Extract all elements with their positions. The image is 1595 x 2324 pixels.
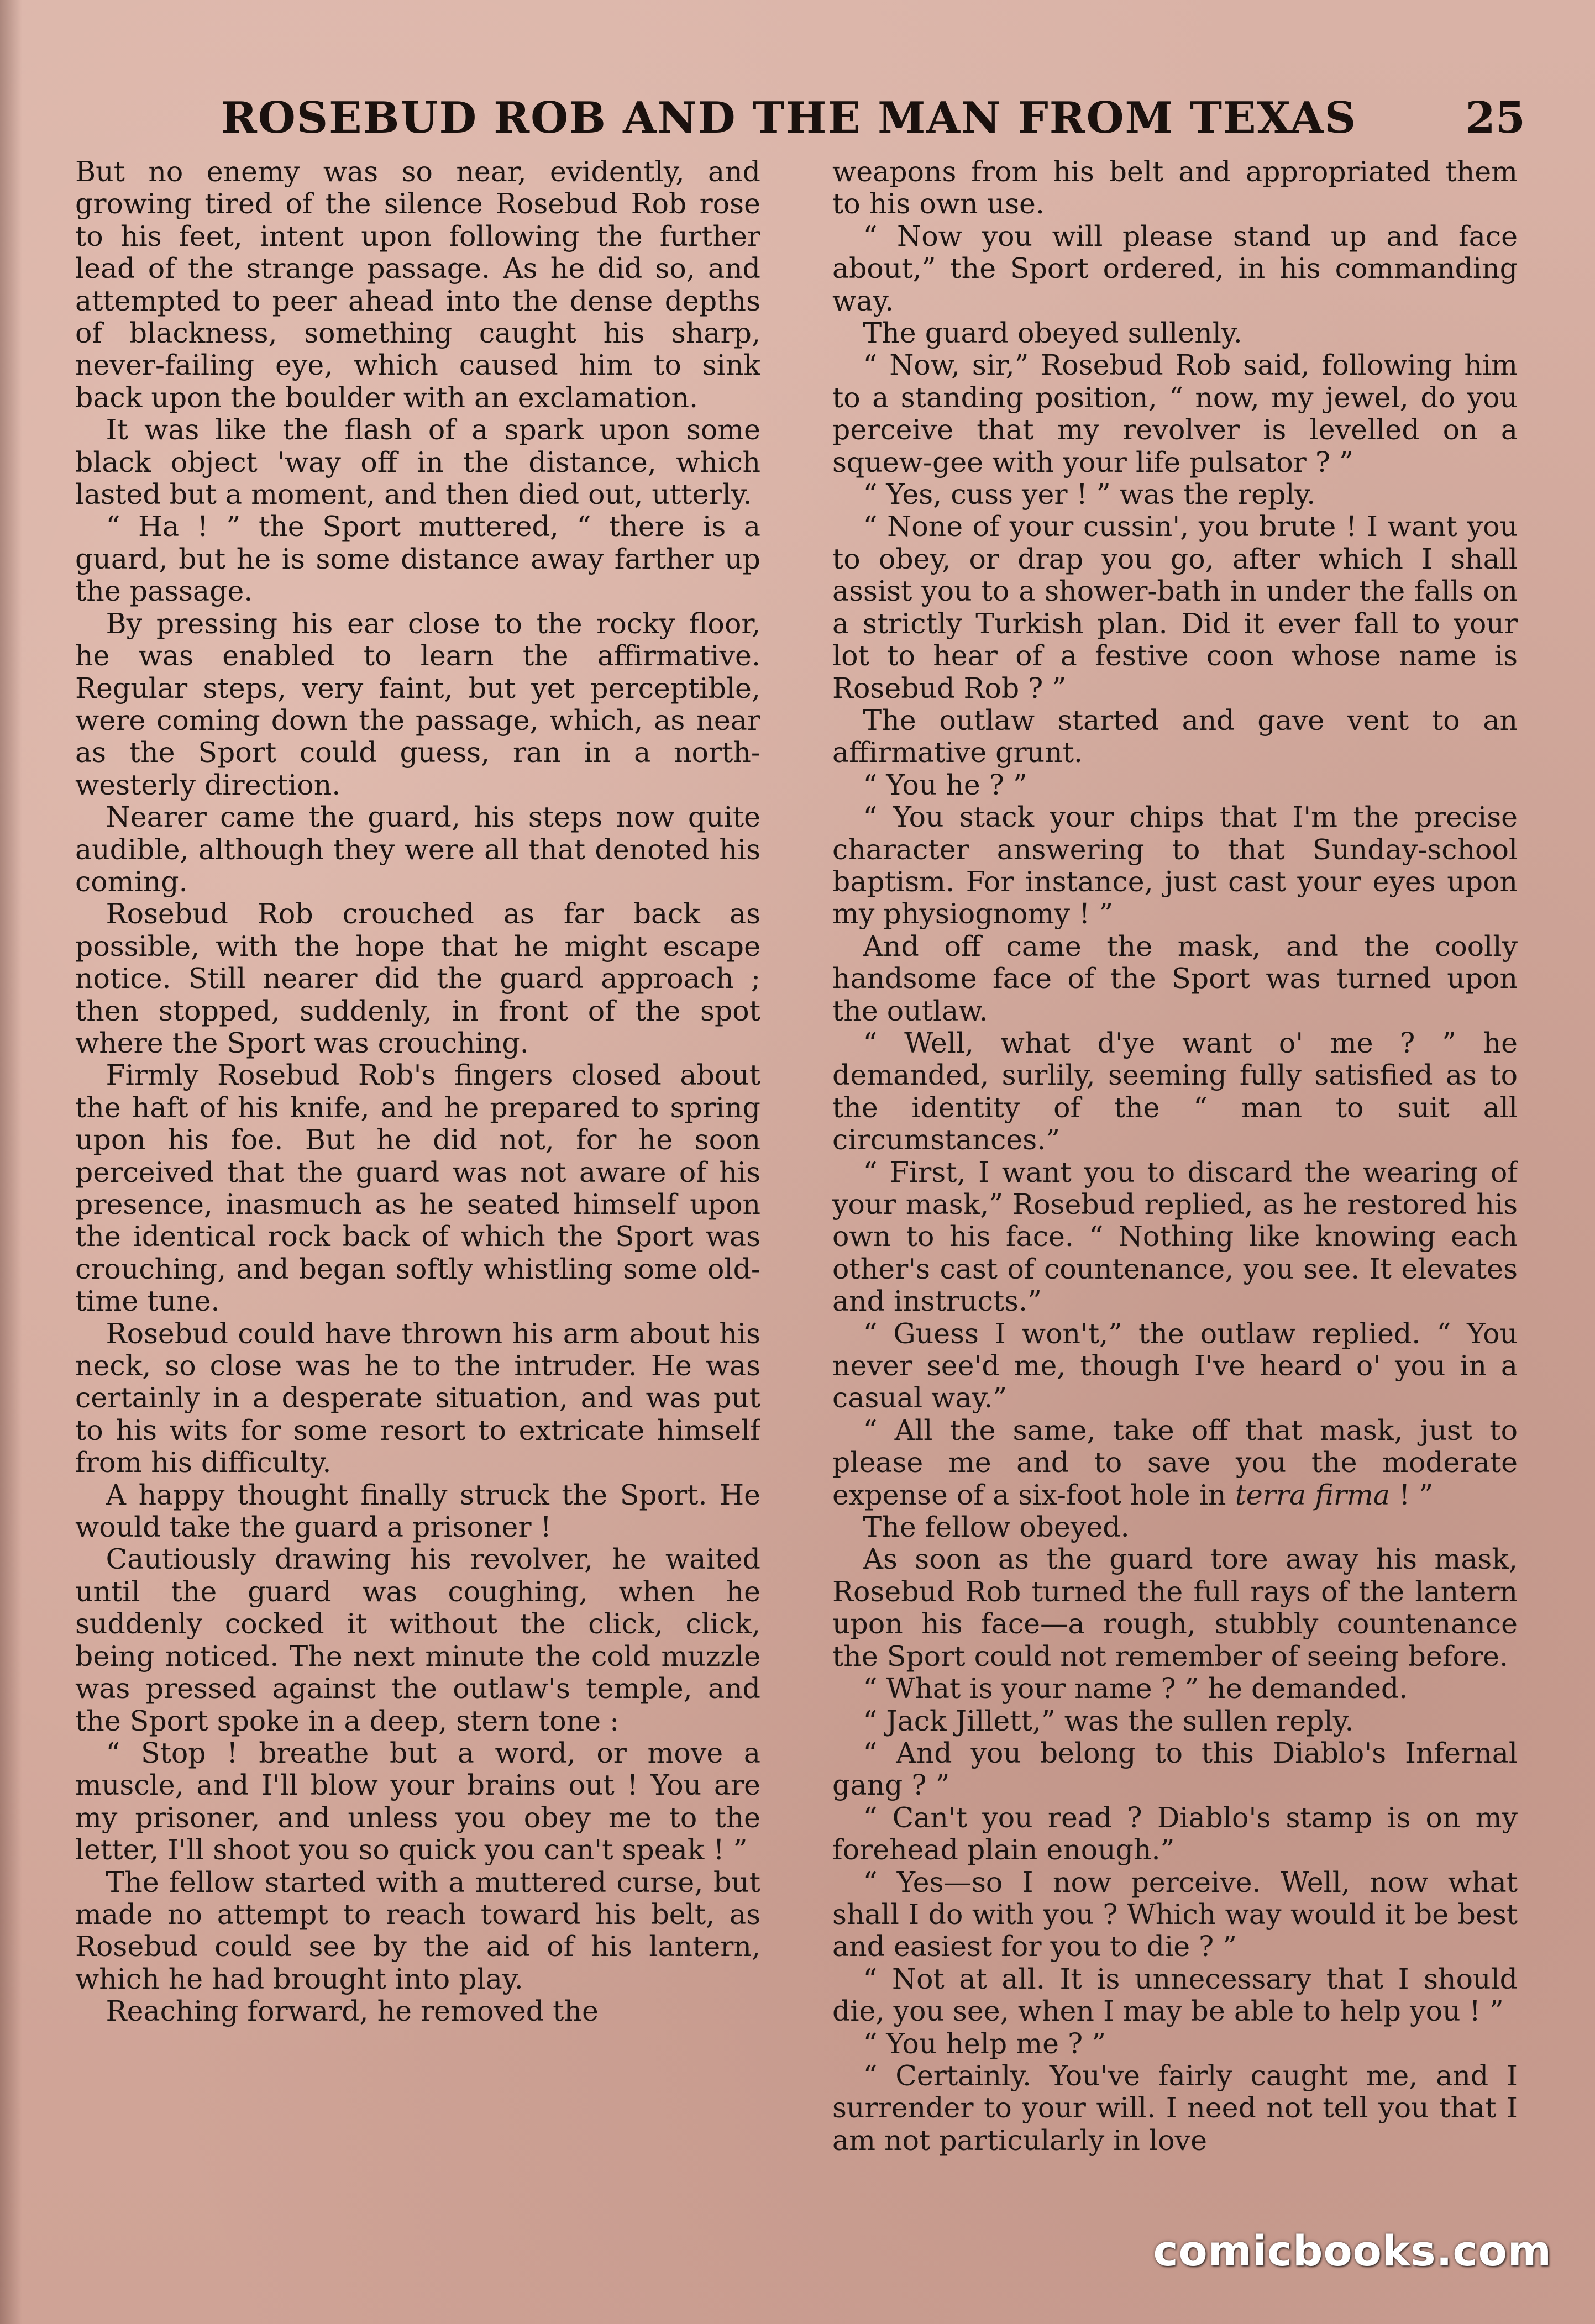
paragraph: “ First, I want you to discard the wearing of your mask,” Rosebud replied, as he restored his own to his face. “ Nothing like knowing each other's cast of countenance, you see. It elevates and instructs.” (832, 1155, 1518, 1318)
paragraph: A happy thought finally struck the Sport. He would take the guard a prisoner ! (75, 1478, 760, 1544)
paragraph: weapons from his belt and appropriated them to his own use. (832, 156, 1518, 220)
paragraph: “ None of your cussin', you brute ! I want you to obey, or drap you go, after which I shall assist you to a shower-bath in under the falls on a strictly Turkish plan. Did it ever fall to your lot to hear of a festive coon whose name is Rosebud Rob ? ” (832, 510, 1518, 704)
italic-phrase: terra firma (1235, 1478, 1391, 1511)
paragraph: “ What is your name ? ” he demanded. (863, 1672, 1408, 1705)
paragraph: “ Can't you read ? Diablo's stamp is on my forehead plain enough.” (832, 1801, 1518, 1866)
paragraph: Firmly Rosebud Rob's fingers closed about the haft of his knife, and he prepared to spring upon his foe. But he did not, for he soon perceived that the guard was not aware of his presence, inasmuch as he seated himself upon the identical rock back of which the Sport was crouching, and began softly whistling some old-time tune. (75, 1059, 760, 1318)
paragraph: The fellow obeyed. (863, 1511, 1130, 1544)
paragraph: “ Stop ! breathe but a word, or move a muscle, and I'll blow your brains out ! You are my prisoner, and unless you obey me to the letter, I'll shoot you so quick you can't speak ! ” (75, 1736, 760, 1866)
text-columns (75, 156, 1518, 2261)
paragraph: “ Now, sir,” Rosebud Rob said, following him to a standing position, “ now, my jewel, do you perceive that my revolver is levelled on a squew-gee with your life pulsator ? ” (832, 349, 1518, 479)
paragraph: “ You help me ? ” (863, 2027, 1106, 2060)
right-column (832, 156, 1518, 2261)
page-header (77, 93, 1525, 154)
paragraph: Nearer came the guard, his steps now quite audible, although they were all that denoted his coming. (75, 801, 760, 898)
site-watermark: comicbooks.com (1153, 2226, 1552, 2275)
running-title: ROSEBUD ROB AND THE MAN FROM TEXAS (221, 93, 1357, 143)
paragraph (832, 1415, 1518, 1511)
paragraph: The outlaw started and gave vent to an affirmative grunt. (832, 703, 1518, 769)
paragraph: The fellow started with a muttered curse, but made no attempt to reach toward his belt, as Rosebud could see by the aid of his lantern, which he had brought into play. (75, 1865, 760, 1995)
paragraph: “ Guess I won't,” the outlaw replied. “ You never see'd me, though I've heard o' you in a casual way.” (832, 1317, 1518, 1415)
page-number: 25 (1465, 93, 1525, 143)
paragraph: And off came the mask, and the coolly handsome face of the Sport was turned upon the outlaw. (832, 929, 1518, 1027)
paragraph: Rosebud could have thrown his arm about his neck, so close was he to the intruder. He was certainly in a desperate situation, and was put to his wits for some resort to extricate himself from his difficulty. (75, 1317, 760, 1479)
paragraph: Cautiously drawing his revolver, he waited until the guard was coughing, when he suddenly cocked it without the click, click, being noticed. The next minute the cold muzzle was pressed against the outlaw's temple, and the Sport spoke in a deep, stern tone : (75, 1543, 760, 1737)
text-span: ! ” (1390, 1478, 1434, 1511)
paragraph: Rosebud Rob crouched as far back as possible, with the hope that he might escape notice. Still nearer did the guard approach ; then stopped, suddenly, in front of the spot where the Sport was crouching. (75, 897, 760, 1059)
paragraph: Reaching forward, he removed the (106, 1995, 599, 2028)
paragraph: It was like the flash of a spark upon some black object 'way off in the distance, which lasted but a moment, and then died out, utterly. (75, 413, 760, 511)
paragraph: “ Not at all. It is unnecessary that I should die, you see, when I may be able to help you ! ” (832, 1962, 1518, 2028)
paragraph: As soon as the guard tore away his mask, Rosebud Rob turned the full rays of the lantern upon his face—a rough, stubbly countenance the Sport could not remember of seeing before. (832, 1543, 1518, 1673)
paragraph: The guard obeyed sullenly. (863, 317, 1242, 350)
paragraph: “ Jack Jillett,” was the sullen reply. (863, 1704, 1354, 1737)
paragraph: “ Yes—so I now perceive. Well, now what shall I do with you ? Which way would it be best and easiest for you to die ? ” (832, 1865, 1518, 1963)
paragraph: But no enemy was so near, evidently, and growing tired of the silence Rosebud Rob rose to his feet, intent upon following the further lead of the strange passage. As he did so, and attempted to peer ahead into the dense depths of blackness, something caught his sharp, never-failing eye, which caused him to sink back upon the boulder with an exclamation. (75, 156, 760, 414)
left-column (75, 156, 760, 2261)
paragraph: “ Certainly. You've fairly caught me, and I surrender to your will. I need not tell you that I am not particularly in love (832, 2059, 1518, 2157)
paragraph: “ Well, what d'ye want o' me ? ” he demanded, surlily, seeming fully satisfied as to the identity of the “ man to suit all circumstances.” (832, 1026, 1518, 1156)
page-binding-shadow (0, 0, 22, 2324)
paragraph: “ You stack your chips that I'm the precise character answering to that Sunday-school baptism. For instance, just cast your eyes upon my physiognomy ! ” (832, 801, 1518, 930)
paragraph: “ Yes, cuss yer ! ” was the reply. (863, 478, 1316, 511)
paragraph: “ You he ? ” (863, 768, 1027, 801)
text-span: “ All the same, take off that mask, just to please me and to save you the moderate expense of a six-foot hole in (832, 1413, 1518, 1511)
paragraph: “ Now you will please stand up and face about,” the Sport ordered, in his commanding way. (832, 219, 1518, 317)
paragraph: By pressing his ear close to the rocky floor, he was enabled to learn the affirmative. Regular steps, very faint, but yet perceptible, were coming down the passage, which, as near as the Sport could guess, ran in a north-westerly direction. (75, 607, 760, 801)
paragraph: “ Ha ! ” the Sport muttered, “ there is a guard, but he is some distance away farther up the passage. (75, 510, 760, 608)
paragraph: “ And you belong to this Diablo's Infernal gang ? ” (832, 1736, 1518, 1802)
